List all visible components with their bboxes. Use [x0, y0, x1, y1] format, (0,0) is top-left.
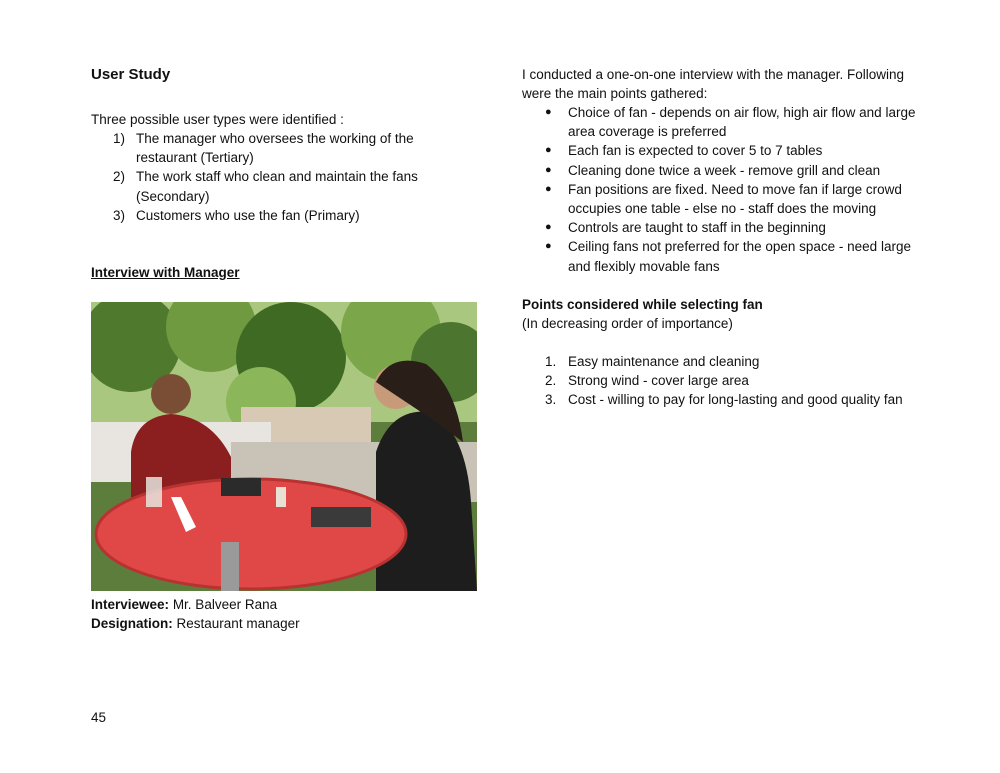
list-item-text: Fan positions are fixed. Need to move fan if large crowd occupies one table - else no - staff does the moving — [568, 181, 902, 217]
criteria-list — [522, 352, 942, 410]
list-item-number: 3) — [113, 207, 126, 223]
bullet-icon: ● — [545, 182, 552, 195]
interview-photo — [91, 302, 477, 591]
list-item-text: Cleaning done twice a week - remove grill and clean — [568, 162, 881, 178]
bullet-icon: ● — [545, 106, 552, 118]
list-item-number: 2. — [545, 373, 557, 389]
interviewee-value: Mr. Balveer Rana — [172, 597, 278, 612]
list-item — [522, 237, 922, 275]
list-item-text: Each fan is expected to cover 5 to 7 tables — [568, 143, 823, 159]
list-item — [91, 129, 451, 167]
list-item-text: Easy maintenance and cleaning — [568, 354, 760, 369]
interview-heading: Interview with Manager — [91, 265, 240, 280]
list-item-number: 1) — [113, 131, 126, 146]
list-item — [522, 371, 942, 390]
designation-value: Restaurant manager — [176, 616, 300, 631]
list-item-text: Ceiling fans not preferred for the open space - need large and flexibly movable fans — [568, 239, 911, 274]
list-item-text: Cost - willing to pay for long-lasting and good quality fan — [568, 392, 903, 408]
list-item-number: 3. — [545, 392, 557, 408]
section-title: User Study — [91, 66, 171, 83]
bullet-icon: ● — [545, 144, 552, 157]
interviewee-line — [91, 595, 277, 614]
list-item-number: 2) — [113, 169, 126, 185]
list-item-text: Strong wind - cover large area — [568, 373, 749, 389]
bullet-icon: ● — [545, 240, 552, 253]
list-item — [522, 103, 922, 141]
list-item — [91, 167, 451, 205]
list-item-text: The work staff who clean and maintain the fans (Secondary) — [136, 169, 418, 204]
list-item-number: 1. — [545, 354, 557, 369]
designation-line — [91, 614, 300, 633]
user-types-list — [91, 129, 451, 225]
list-item-text: Choice of fan - depends on air flow, high air flow and large area coverage is preferred — [568, 105, 916, 140]
criteria-heading: Points considered while selecting fan — [522, 297, 763, 312]
list-item — [522, 390, 942, 409]
list-item — [522, 352, 942, 371]
list-item — [522, 161, 922, 180]
interviewee-label: Interviewee: — [91, 597, 170, 612]
list-item — [91, 206, 451, 225]
interview-intro: I conducted a one-on-one interview with the manager. Following were the main points gathered: — [522, 67, 904, 102]
bullet-icon: ● — [545, 163, 552, 176]
list-item — [522, 180, 922, 218]
list-item-text: Customers who use the fan (Primary) — [136, 207, 360, 223]
designation-label: Designation: — [91, 616, 173, 631]
interview-photo-icon — [91, 302, 477, 591]
interview-points-list — [522, 103, 922, 276]
list-item-text: Controls are taught to staff in the beginning — [568, 220, 826, 236]
list-item — [522, 218, 922, 237]
user-types-intro: Three possible user types were identified : — [91, 112, 344, 127]
bullet-icon: ● — [545, 221, 552, 234]
list-item-text: The manager who oversees the working of the restaurant (Tertiary) — [136, 131, 414, 166]
list-item — [522, 141, 922, 160]
criteria-subheading: (In decreasing order of importance) — [522, 316, 733, 331]
page-number: 45 — [91, 710, 107, 725]
